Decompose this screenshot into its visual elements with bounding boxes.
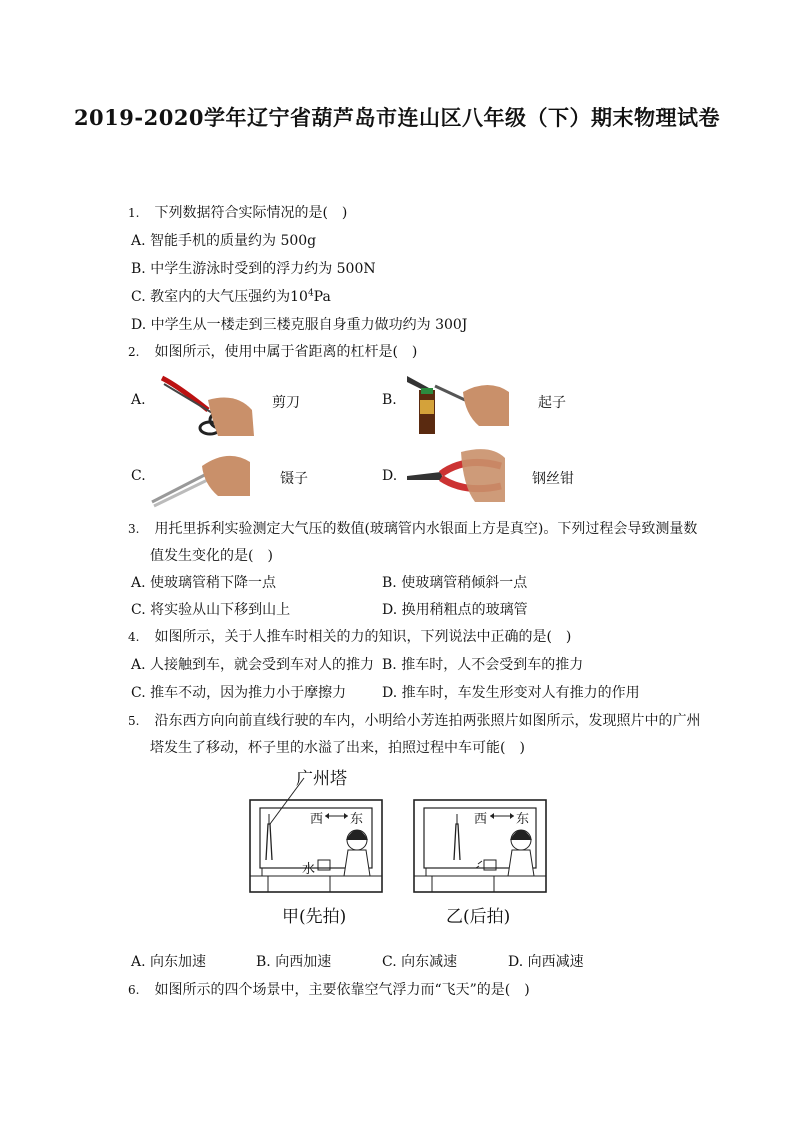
option-c: C. 向东减速 <box>382 954 458 970</box>
unit: Pa <box>313 289 331 305</box>
option-d: D. 向西减速 <box>508 954 584 970</box>
question-number: 4. <box>128 630 140 644</box>
question-number: 6. <box>128 983 140 997</box>
option-b-letter: B. <box>382 392 397 408</box>
option-b-label: 起子 <box>538 395 566 411</box>
question-stem: 用托里拆利实验测定大气压的数值(玻璃管内水银面上方是真空)。下列过程会导致测量数 <box>154 521 698 537</box>
question-stem: 如图所示，关于人推车时相关的力的知识，下列说法中正确的是( ) <box>154 629 572 645</box>
option-b: B. 向西加速 <box>256 954 332 970</box>
question-3-cont: 值发生变化的是( ) <box>150 548 273 564</box>
option-c: C. 推车不动，因为推力小于摩擦力 <box>131 685 347 701</box>
option-c-label: 镊子 <box>280 471 308 487</box>
question-stem: 下列数据符合实际情况的是( ) <box>154 205 348 221</box>
tower-label: 广州塔 <box>296 769 347 789</box>
photo-caption-2: 乙(后拍) <box>446 907 511 927</box>
question-6 <box>128 980 530 1000</box>
photo-caption-1: 甲(先拍) <box>282 907 347 927</box>
option-b: B. 使玻璃管稍倾斜一点 <box>382 575 528 591</box>
page-title: 2019-2020学年辽宁省葫芦岛市连山区八年级（下）期末物理试卷 <box>73 105 721 130</box>
question-3 <box>128 519 697 539</box>
option-c-letter: C. <box>131 468 146 484</box>
question-number: 1. <box>128 206 140 220</box>
option-c: C. 将实验从山下移到山上 <box>131 602 291 618</box>
option-c <box>131 287 331 307</box>
bottle-opener-image <box>405 370 509 434</box>
option-d: D. 推车时，车发生形变对人有推力的作用 <box>382 685 640 701</box>
question-number: 2. <box>128 345 140 359</box>
east-label-2: 东 <box>516 812 530 827</box>
option-b: B. 中学生游泳时受到的浮力约为 500N <box>131 261 376 277</box>
tweezers-image <box>148 446 252 508</box>
question-4 <box>128 627 571 647</box>
option-c-text: C. 教室内的大气压强约为10 <box>131 289 308 305</box>
option-d: D. 换用稍粗点的玻璃管 <box>382 602 528 618</box>
option-d-label: 钢丝钳 <box>532 471 574 487</box>
question-number: 3. <box>128 522 140 536</box>
option-d-letter: D. <box>382 468 398 484</box>
question-5-cont: 塔发生了移动，杯子里的水溢了出来，拍照过程中车可能( ) <box>150 740 525 756</box>
option-a: A. 人接触到车，就会受到车对人的推力 <box>131 657 375 673</box>
question-5 <box>128 711 700 731</box>
east-label-1: 东 <box>350 812 364 827</box>
option-a: A. 使玻璃管稍下降一点 <box>131 575 277 591</box>
question-1 <box>128 203 347 223</box>
exponent: 4 <box>307 288 314 299</box>
question-2 <box>128 342 417 362</box>
train-figure <box>240 764 560 934</box>
question-stem: 如图所示的四个场景中，主要依靠空气浮力而“飞天”的是( ) <box>154 982 530 998</box>
pliers-image <box>405 446 505 508</box>
water-label: 水 <box>302 862 316 877</box>
option-a-letter: A. <box>131 392 146 408</box>
question-number: 5. <box>128 714 140 728</box>
west-label-2: 西 <box>474 812 488 827</box>
option-a: A. 智能手机的质量约为 500g <box>131 233 317 249</box>
scissors-image <box>148 370 256 436</box>
question-stem: 如图所示，使用中属于省距离的杠杆是( ) <box>154 344 418 360</box>
option-a: A. 向东加速 <box>131 954 207 970</box>
option-b: B. 推车时，人不会受到车的推力 <box>382 657 584 673</box>
option-d: D. 中学生从一楼走到三楼克服自身重力做功约为 300J <box>131 317 468 333</box>
option-a-label: 剪刀 <box>272 395 300 411</box>
west-label-1: 西 <box>310 812 324 827</box>
question-stem: 沿东西方向向前直线行驶的车内，小明给小芳连拍两张照片如图所示，发现照片中的广州 <box>154 713 701 729</box>
